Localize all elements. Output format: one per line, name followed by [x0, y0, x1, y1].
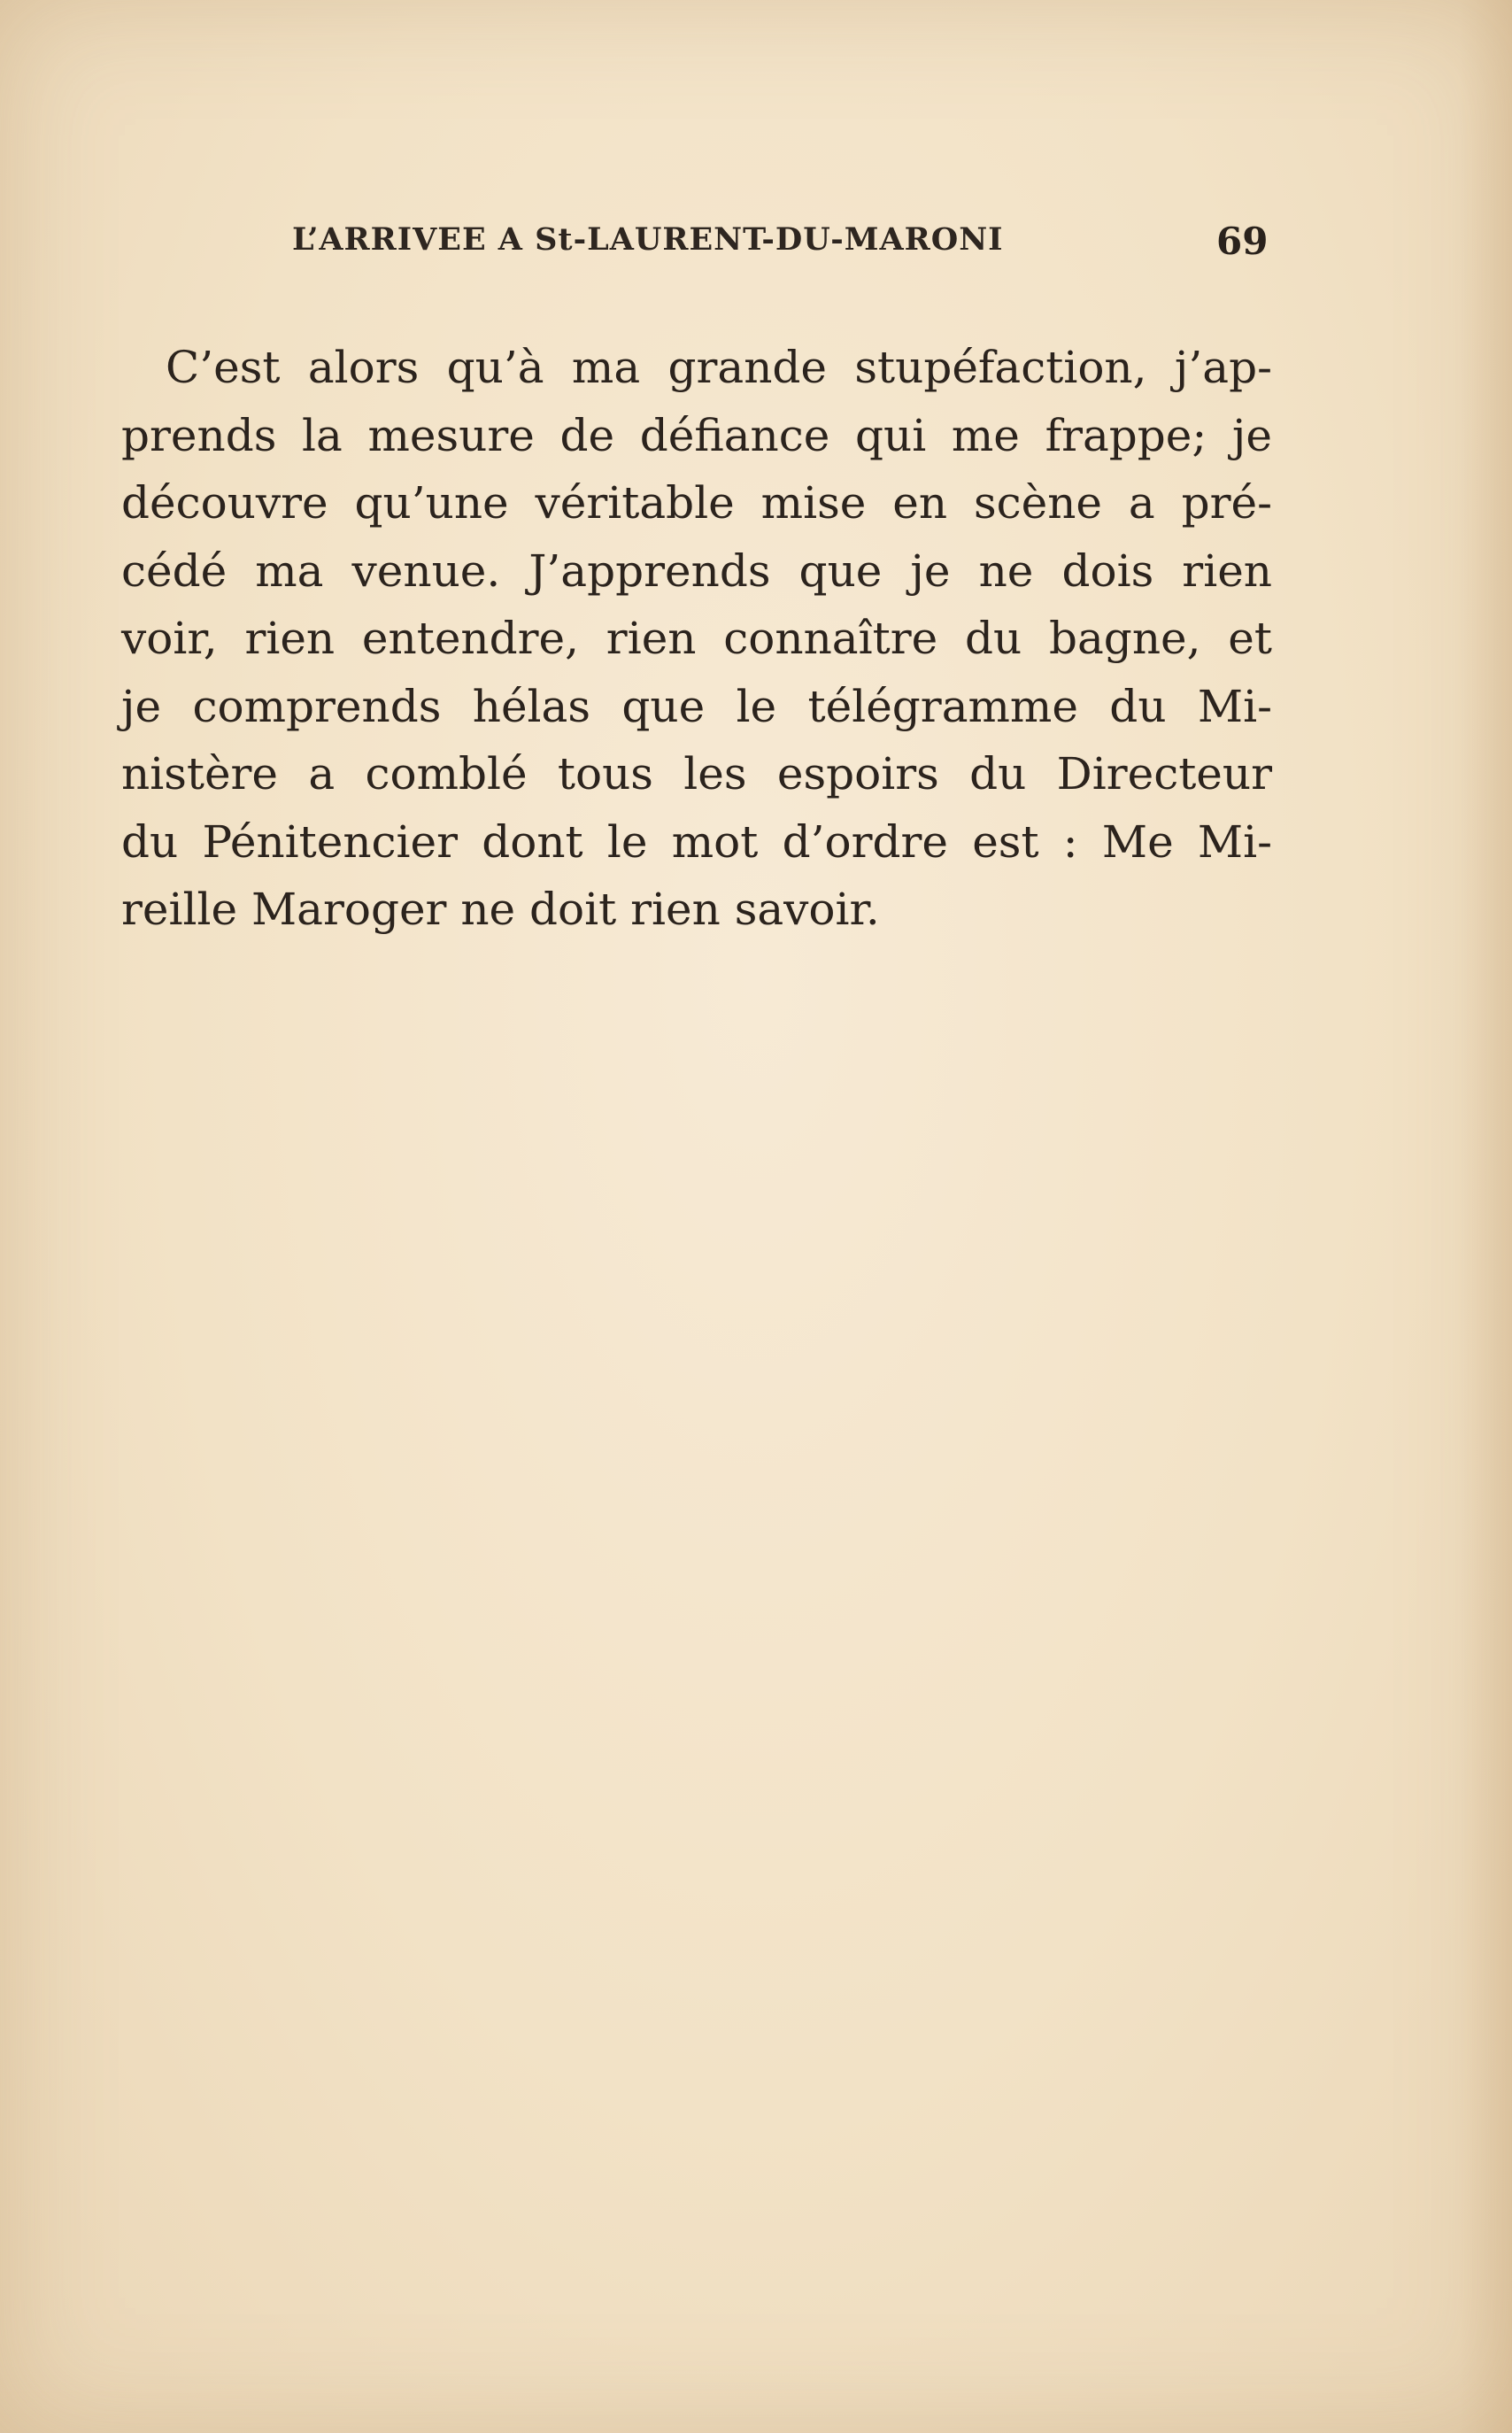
text-line: prends la mesure de défiance qui me frappe; je — [121, 409, 1272, 461]
text-line: cédé ma venue. J’apprends que je ne dois rien — [121, 545, 1272, 597]
body-paragraph — [121, 334, 1272, 944]
text-line: nistère a comblé tous les espoirs du Directeur — [121, 748, 1272, 799]
text-line: du Pénitencier dont le mot d’ordre est : Me Mi- — [121, 815, 1272, 868]
text-line: C’est alors qu’à ma grande stupéfaction, j’ap- — [166, 342, 1272, 393]
text-line: découvre qu’une véritable mise en scène a pré- — [121, 477, 1272, 529]
text-line: reille Maroger ne doit rien savoir. — [121, 884, 880, 935]
text-line: je comprends hélas que le télégramme du Mi- — [121, 680, 1272, 732]
page-edge-shading — [1459, 0, 1512, 2433]
text-line: voir, rien entendre, rien connaître du bagne, et — [121, 613, 1272, 664]
page-number: 69 — [1216, 220, 1269, 263]
running-header-title: L’ARRIVEE A St-LAURENT-DU-MARONI — [292, 221, 1004, 258]
